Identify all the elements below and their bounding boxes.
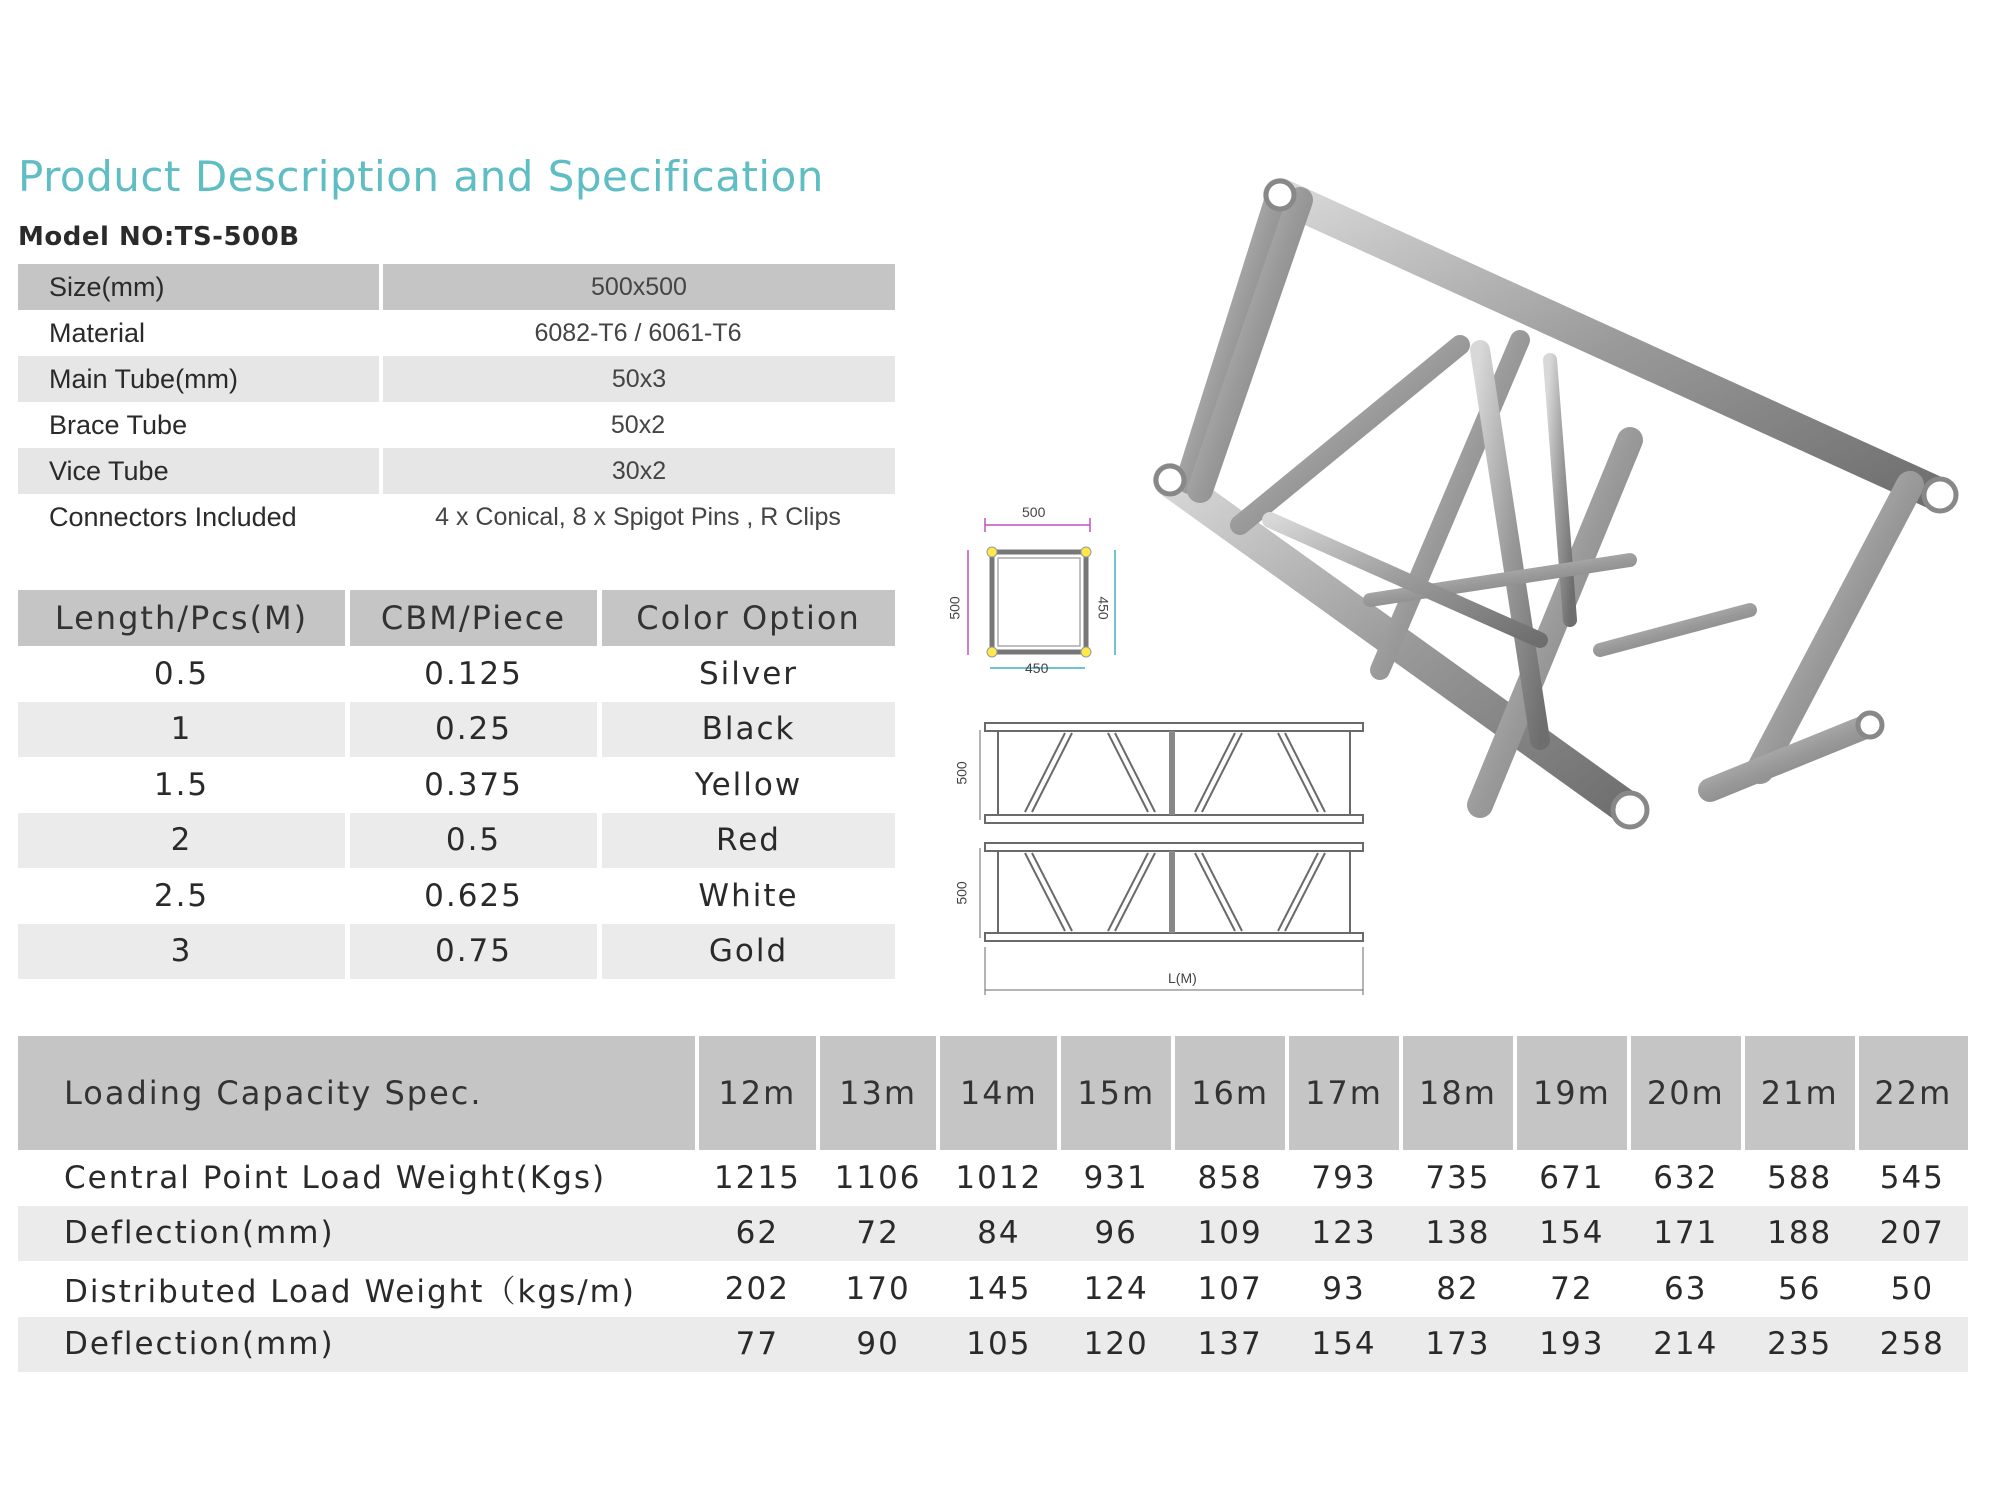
loading-row (18, 1261, 1968, 1317)
loading-cell: 120 (1059, 1317, 1173, 1373)
loading-cell: 207 (1857, 1206, 1968, 1262)
loading-cell: 1012 (955, 1159, 1043, 1196)
loading-cell: 138 (1401, 1206, 1515, 1262)
cbm-header: CBM/Piece (348, 590, 600, 646)
loading-header-row (18, 1036, 1968, 1150)
loading-cell: 77 (697, 1317, 818, 1373)
length-cell: 3 (18, 924, 348, 980)
spec-row (18, 402, 895, 448)
loading-cell: 56 (1777, 1270, 1822, 1307)
truss-illustration (1150, 170, 1980, 860)
dim-top-label: 500 (1022, 504, 1046, 520)
spec-value: 500x500 (381, 264, 895, 310)
loading-cell: 72 (1550, 1270, 1594, 1307)
side-dim-1: 500 (953, 761, 970, 785)
loading-cell: 202 (724, 1270, 790, 1307)
color-cell: White (698, 877, 799, 914)
loading-row-label: Distributed Load Weight（kgs/m) (64, 1274, 636, 1311)
span-header: 12m (697, 1036, 818, 1150)
span-header: 13m (818, 1036, 939, 1150)
spec-label: Material (49, 317, 146, 348)
model-number (18, 222, 300, 252)
loading-cell: 214 (1629, 1317, 1743, 1373)
model-label: Model NO (18, 222, 164, 252)
loading-cell: 188 (1743, 1206, 1857, 1262)
spec-value: 50x2 (610, 410, 666, 439)
spec-row (18, 310, 895, 356)
model-sep: : (163, 222, 175, 252)
span-header: 19m (1515, 1036, 1629, 1150)
span-header: 20m (1629, 1036, 1743, 1150)
spec-label: Connectors Included (49, 501, 297, 532)
loading-cell: 154 (1515, 1206, 1629, 1262)
loading-cell: 735 (1425, 1159, 1491, 1196)
loading-cell: 173 (1401, 1317, 1515, 1373)
spec-value: 4 x Conical, 8 x Spigot Pins , R Clips (435, 502, 841, 531)
loading-capacity-table (18, 1036, 1968, 1372)
length-cell: 0.5 (18, 646, 348, 702)
length-header: Length/Pcs(M) (18, 590, 348, 646)
span-header: 21m (1743, 1036, 1857, 1150)
loading-cell: 50 (1890, 1270, 1935, 1307)
spec-label: Brace Tube (49, 409, 188, 440)
length-dim-label: L(M) (1168, 970, 1197, 986)
color-cell: Red (600, 813, 896, 869)
length-header-row (18, 590, 895, 646)
color-cell: Black (600, 702, 896, 758)
length-table (18, 590, 895, 979)
span-header: 17m (1287, 1036, 1401, 1150)
span-header: 14m (938, 1036, 1059, 1150)
spec-table (18, 264, 895, 540)
length-cell: 1 (18, 702, 348, 758)
loading-row-label: Central Point Load Weight(Kgs) (64, 1159, 607, 1196)
spec-label: Size(mm) (18, 264, 381, 310)
spec-row (18, 264, 895, 310)
spec-row (18, 356, 895, 402)
loading-cell: 793 (1311, 1159, 1377, 1196)
page-title: Product Description and Specification (18, 152, 824, 201)
loading-row (18, 1150, 1968, 1206)
length-row (18, 924, 895, 980)
loading-cell: 63 (1664, 1270, 1708, 1307)
spec-row (18, 494, 895, 540)
loading-row (18, 1317, 1968, 1373)
loading-cell: 109 (1173, 1206, 1287, 1262)
color-cell: Gold (600, 924, 896, 980)
loading-cell: 123 (1287, 1206, 1401, 1262)
color-cell: Yellow (694, 766, 803, 803)
loading-cell: 96 (1059, 1206, 1173, 1262)
length-row (18, 702, 895, 758)
loading-cell: 84 (938, 1206, 1059, 1262)
spec-value: 6082-T6 / 6061-T6 (534, 318, 742, 347)
length-cell: 2 (18, 813, 348, 869)
loading-row (18, 1206, 1968, 1262)
cbm-cell: 0.5 (348, 813, 600, 869)
loading-cell: 82 (1436, 1270, 1480, 1307)
loading-cell: 137 (1173, 1317, 1287, 1373)
loading-cell: 258 (1857, 1317, 1968, 1373)
loading-title: Loading Capacity Spec. (18, 1036, 697, 1150)
loading-cell: 858 (1197, 1159, 1263, 1196)
color-header: Color Option (600, 590, 896, 646)
loading-cell: 588 (1767, 1159, 1833, 1196)
span-header: 16m (1173, 1036, 1287, 1150)
loading-cell: 545 (1879, 1159, 1945, 1196)
loading-cell: 1106 (834, 1159, 922, 1196)
length-row (18, 757, 895, 813)
loading-cell: 632 (1653, 1159, 1719, 1196)
color-cell: Silver (698, 655, 799, 692)
loading-cell: 170 (845, 1270, 911, 1307)
loading-cell: 145 (966, 1270, 1032, 1307)
cbm-cell: 0.125 (348, 646, 600, 702)
side-dim-2: 500 (953, 881, 970, 905)
length-cell: 1.5 (18, 757, 348, 813)
loading-row-label: Deflection(mm) (18, 1206, 697, 1262)
span-header: 15m (1059, 1036, 1173, 1150)
loading-cell: 1215 (713, 1159, 801, 1196)
loading-cell: 193 (1515, 1317, 1629, 1373)
length-row (18, 646, 895, 702)
dim-right-label: 450 (1095, 596, 1112, 620)
length-row (18, 813, 895, 869)
cross-section-diagram (940, 500, 1130, 680)
span-header: 18m (1401, 1036, 1515, 1150)
span-header: 22m (1857, 1036, 1968, 1150)
spec-label: Vice Tube (18, 448, 381, 494)
dim-bottom-label: 450 (1025, 660, 1049, 676)
loading-cell: 93 (1322, 1270, 1366, 1307)
loading-cell: 154 (1287, 1317, 1401, 1373)
loading-row-label: Deflection(mm) (18, 1317, 697, 1373)
length-cell: 2.5 (18, 868, 348, 924)
loading-cell: 90 (818, 1317, 939, 1373)
loading-cell: 671 (1539, 1159, 1605, 1196)
spec-row (18, 448, 895, 494)
cbm-cell: 0.25 (348, 702, 600, 758)
cbm-cell: 0.625 (348, 868, 600, 924)
spec-value: 50x3 (381, 356, 895, 402)
length-row (18, 868, 895, 924)
spec-label: Main Tube(mm) (18, 356, 381, 402)
dim-left-label: 500 (946, 596, 963, 620)
loading-cell: 124 (1083, 1270, 1149, 1307)
loading-cell: 171 (1629, 1206, 1743, 1262)
loading-cell: 931 (1083, 1159, 1149, 1196)
model-value: TS-500B (174, 222, 300, 252)
spec-value: 30x2 (381, 448, 895, 494)
loading-cell: 105 (938, 1317, 1059, 1373)
loading-cell: 107 (1197, 1270, 1263, 1307)
cbm-cell: 0.375 (348, 757, 600, 813)
loading-cell: 62 (697, 1206, 818, 1262)
loading-cell: 235 (1743, 1317, 1857, 1373)
loading-cell: 72 (818, 1206, 939, 1262)
cbm-cell: 0.75 (348, 924, 600, 980)
